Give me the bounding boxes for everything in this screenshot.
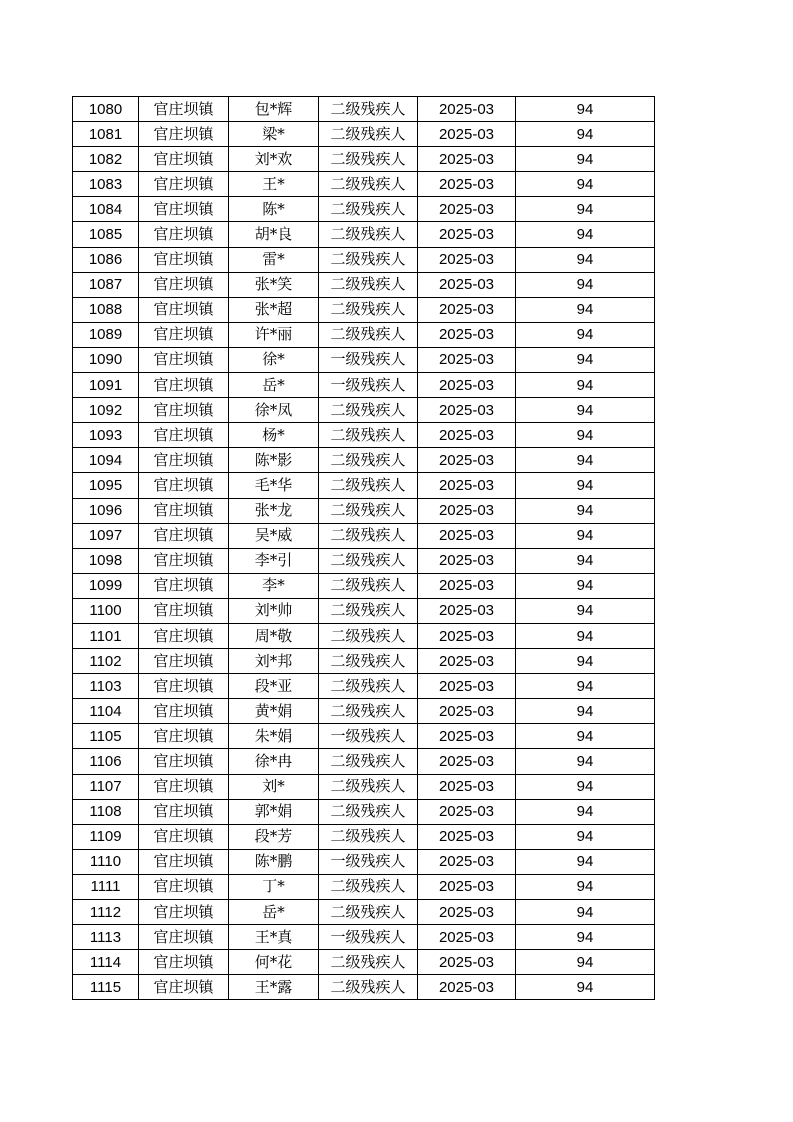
- table-row: [73, 623, 655, 648]
- disability-level-cell: 一级残疾人: [319, 925, 418, 950]
- name-cell: 吴*威: [229, 523, 319, 548]
- row-id-cell: 1088: [73, 297, 139, 322]
- name-cell: 段*亚: [229, 674, 319, 699]
- disability-level-cell: 一级残疾人: [319, 849, 418, 874]
- month-cell: 2025-03: [418, 548, 516, 573]
- name-cell: 郭*娟: [229, 799, 319, 824]
- town-cell: 官庄坝镇: [139, 950, 229, 975]
- town-cell: 官庄坝镇: [139, 523, 229, 548]
- month-cell: 2025-03: [418, 874, 516, 899]
- month-cell: 2025-03: [418, 373, 516, 398]
- town-cell: 官庄坝镇: [139, 849, 229, 874]
- amount-cell: 94: [516, 874, 655, 899]
- disability-level-cell: 二级残疾人: [319, 398, 418, 423]
- month-cell: 2025-03: [418, 925, 516, 950]
- month-cell: 2025-03: [418, 147, 516, 172]
- disability-level-cell: 二级残疾人: [319, 247, 418, 272]
- month-cell: 2025-03: [418, 97, 516, 122]
- table-row: [73, 322, 655, 347]
- town-cell: 官庄坝镇: [139, 272, 229, 297]
- name-cell: 包*辉: [229, 97, 319, 122]
- disability-level-cell: 二级残疾人: [319, 147, 418, 172]
- table-row: [73, 874, 655, 899]
- month-cell: 2025-03: [418, 724, 516, 749]
- month-cell: 2025-03: [418, 799, 516, 824]
- name-cell: 刘*邦: [229, 649, 319, 674]
- name-cell: 杨*: [229, 423, 319, 448]
- amount-cell: 94: [516, 172, 655, 197]
- amount-cell: 94: [516, 598, 655, 623]
- name-cell: 段*芳: [229, 824, 319, 849]
- month-cell: 2025-03: [418, 222, 516, 247]
- table-row: [73, 247, 655, 272]
- amount-cell: 94: [516, 849, 655, 874]
- amount-cell: 94: [516, 473, 655, 498]
- town-cell: 官庄坝镇: [139, 347, 229, 372]
- town-cell: 官庄坝镇: [139, 548, 229, 573]
- table-row: [73, 272, 655, 297]
- name-cell: 张*龙: [229, 498, 319, 523]
- disability-level-cell: 二级残疾人: [319, 523, 418, 548]
- table-row: [73, 749, 655, 774]
- table-row: [73, 649, 655, 674]
- disability-level-cell: 二级残疾人: [319, 122, 418, 147]
- town-cell: 官庄坝镇: [139, 724, 229, 749]
- month-cell: 2025-03: [418, 573, 516, 598]
- amount-cell: 94: [516, 272, 655, 297]
- month-cell: 2025-03: [418, 122, 516, 147]
- disability-level-cell: 二级残疾人: [319, 674, 418, 699]
- amount-cell: 94: [516, 674, 655, 699]
- disability-level-cell: 二级残疾人: [319, 498, 418, 523]
- name-cell: 何*花: [229, 950, 319, 975]
- amount-cell: 94: [516, 448, 655, 473]
- row-id-cell: 1100: [73, 598, 139, 623]
- row-id-cell: 1097: [73, 523, 139, 548]
- town-cell: 官庄坝镇: [139, 749, 229, 774]
- amount-cell: 94: [516, 724, 655, 749]
- town-cell: 官庄坝镇: [139, 774, 229, 799]
- month-cell: 2025-03: [418, 824, 516, 849]
- disability-level-cell: 二级残疾人: [319, 548, 418, 573]
- month-cell: 2025-03: [418, 247, 516, 272]
- table-row: [73, 197, 655, 222]
- month-cell: 2025-03: [418, 498, 516, 523]
- disability-level-cell: 二级残疾人: [319, 197, 418, 222]
- row-id-cell: 1098: [73, 548, 139, 573]
- disability-level-cell: 二级残疾人: [319, 900, 418, 925]
- name-cell: 梁*: [229, 122, 319, 147]
- row-id-cell: 1107: [73, 774, 139, 799]
- name-cell: 刘*: [229, 774, 319, 799]
- table-row: [73, 598, 655, 623]
- month-cell: 2025-03: [418, 172, 516, 197]
- town-cell: 官庄坝镇: [139, 623, 229, 648]
- month-cell: 2025-03: [418, 347, 516, 372]
- town-cell: 官庄坝镇: [139, 222, 229, 247]
- row-id-cell: 1089: [73, 322, 139, 347]
- disability-level-cell: 二级残疾人: [319, 272, 418, 297]
- table-row: [73, 97, 655, 122]
- amount-cell: 94: [516, 97, 655, 122]
- disability-level-cell: 二级残疾人: [319, 97, 418, 122]
- row-id-cell: 1114: [73, 950, 139, 975]
- town-cell: 官庄坝镇: [139, 247, 229, 272]
- disability-level-cell: 二级残疾人: [319, 799, 418, 824]
- amount-cell: 94: [516, 649, 655, 674]
- month-cell: 2025-03: [418, 849, 516, 874]
- row-id-cell: 1094: [73, 448, 139, 473]
- month-cell: 2025-03: [418, 649, 516, 674]
- name-cell: 岳*: [229, 373, 319, 398]
- row-id-cell: 1080: [73, 97, 139, 122]
- month-cell: 2025-03: [418, 197, 516, 222]
- name-cell: 王*: [229, 172, 319, 197]
- table-row: [73, 774, 655, 799]
- row-id-cell: 1110: [73, 849, 139, 874]
- town-cell: 官庄坝镇: [139, 649, 229, 674]
- month-cell: 2025-03: [418, 749, 516, 774]
- name-cell: 毛*华: [229, 473, 319, 498]
- row-id-cell: 1103: [73, 674, 139, 699]
- name-cell: 胡*良: [229, 222, 319, 247]
- town-cell: 官庄坝镇: [139, 799, 229, 824]
- table-row: [73, 925, 655, 950]
- name-cell: 雷*: [229, 247, 319, 272]
- amount-cell: 94: [516, 749, 655, 774]
- month-cell: 2025-03: [418, 774, 516, 799]
- amount-cell: 94: [516, 548, 655, 573]
- row-id-cell: 1090: [73, 347, 139, 372]
- table-row: [73, 799, 655, 824]
- disability-level-cell: 二级残疾人: [319, 749, 418, 774]
- name-cell: 徐*凤: [229, 398, 319, 423]
- amount-cell: 94: [516, 222, 655, 247]
- name-cell: 刘*帅: [229, 598, 319, 623]
- row-id-cell: 1082: [73, 147, 139, 172]
- disability-level-cell: 二级残疾人: [319, 623, 418, 648]
- row-id-cell: 1113: [73, 925, 139, 950]
- row-id-cell: 1104: [73, 699, 139, 724]
- name-cell: 李*: [229, 573, 319, 598]
- name-cell: 李*引: [229, 548, 319, 573]
- town-cell: 官庄坝镇: [139, 473, 229, 498]
- amount-cell: 94: [516, 573, 655, 598]
- disability-level-cell: 二级残疾人: [319, 473, 418, 498]
- table-row: [73, 122, 655, 147]
- month-cell: 2025-03: [418, 423, 516, 448]
- amount-cell: 94: [516, 147, 655, 172]
- table-row: [73, 950, 655, 975]
- town-cell: 官庄坝镇: [139, 674, 229, 699]
- disability-level-cell: 二级残疾人: [319, 172, 418, 197]
- disability-level-cell: 一级残疾人: [319, 724, 418, 749]
- amount-cell: 94: [516, 373, 655, 398]
- table-row: [73, 523, 655, 548]
- row-id-cell: 1091: [73, 373, 139, 398]
- table-row: [73, 473, 655, 498]
- amount-cell: 94: [516, 975, 655, 1000]
- row-id-cell: 1095: [73, 473, 139, 498]
- town-cell: 官庄坝镇: [139, 598, 229, 623]
- name-cell: 陈*影: [229, 448, 319, 473]
- table-row: [73, 975, 655, 1000]
- row-id-cell: 1086: [73, 247, 139, 272]
- amount-cell: 94: [516, 799, 655, 824]
- town-cell: 官庄坝镇: [139, 699, 229, 724]
- name-cell: 徐*冉: [229, 749, 319, 774]
- table-row: [73, 147, 655, 172]
- row-id-cell: 1083: [73, 172, 139, 197]
- name-cell: 周*敬: [229, 623, 319, 648]
- month-cell: 2025-03: [418, 398, 516, 423]
- month-cell: 2025-03: [418, 523, 516, 548]
- disability-level-cell: 二级残疾人: [319, 950, 418, 975]
- town-cell: 官庄坝镇: [139, 97, 229, 122]
- table-row: [73, 423, 655, 448]
- town-cell: 官庄坝镇: [139, 900, 229, 925]
- row-id-cell: 1096: [73, 498, 139, 523]
- table-row: [73, 498, 655, 523]
- disability-level-cell: 二级残疾人: [319, 975, 418, 1000]
- row-id-cell: 1087: [73, 272, 139, 297]
- row-id-cell: 1115: [73, 975, 139, 1000]
- table-row: [73, 724, 655, 749]
- town-cell: 官庄坝镇: [139, 423, 229, 448]
- name-cell: 丁*: [229, 874, 319, 899]
- town-cell: 官庄坝镇: [139, 197, 229, 222]
- table-row: [73, 448, 655, 473]
- month-cell: 2025-03: [418, 674, 516, 699]
- town-cell: 官庄坝镇: [139, 297, 229, 322]
- disability-level-cell: 二级残疾人: [319, 874, 418, 899]
- name-cell: 黄*娟: [229, 699, 319, 724]
- name-cell: 刘*欢: [229, 147, 319, 172]
- amount-cell: 94: [516, 824, 655, 849]
- disability-level-cell: 二级残疾人: [319, 774, 418, 799]
- name-cell: 徐*: [229, 347, 319, 372]
- month-cell: 2025-03: [418, 598, 516, 623]
- amount-cell: 94: [516, 925, 655, 950]
- row-id-cell: 1085: [73, 222, 139, 247]
- town-cell: 官庄坝镇: [139, 874, 229, 899]
- table-row: [73, 548, 655, 573]
- disability-level-cell: 二级残疾人: [319, 649, 418, 674]
- disability-level-cell: 二级残疾人: [319, 699, 418, 724]
- month-cell: 2025-03: [418, 473, 516, 498]
- table-row: [73, 849, 655, 874]
- subsidy-roster-table: [72, 96, 655, 1000]
- month-cell: 2025-03: [418, 297, 516, 322]
- name-cell: 张*超: [229, 297, 319, 322]
- row-id-cell: 1081: [73, 122, 139, 147]
- month-cell: 2025-03: [418, 272, 516, 297]
- town-cell: 官庄坝镇: [139, 322, 229, 347]
- disability-level-cell: 二级残疾人: [319, 222, 418, 247]
- row-id-cell: 1108: [73, 799, 139, 824]
- name-cell: 王*真: [229, 925, 319, 950]
- row-id-cell: 1099: [73, 573, 139, 598]
- disability-level-cell: 二级残疾人: [319, 423, 418, 448]
- town-cell: 官庄坝镇: [139, 573, 229, 598]
- row-id-cell: 1106: [73, 749, 139, 774]
- table-row: [73, 824, 655, 849]
- town-cell: 官庄坝镇: [139, 147, 229, 172]
- disability-level-cell: 二级残疾人: [319, 322, 418, 347]
- row-id-cell: 1093: [73, 423, 139, 448]
- disability-level-cell: 一级残疾人: [319, 347, 418, 372]
- row-id-cell: 1101: [73, 623, 139, 648]
- amount-cell: 94: [516, 498, 655, 523]
- disability-level-cell: 二级残疾人: [319, 297, 418, 322]
- name-cell: 张*笑: [229, 272, 319, 297]
- table-row: [73, 347, 655, 372]
- table-row: [73, 674, 655, 699]
- town-cell: 官庄坝镇: [139, 975, 229, 1000]
- amount-cell: 94: [516, 523, 655, 548]
- amount-cell: 94: [516, 623, 655, 648]
- table-row: [73, 699, 655, 724]
- month-cell: 2025-03: [418, 900, 516, 925]
- town-cell: 官庄坝镇: [139, 122, 229, 147]
- amount-cell: 94: [516, 423, 655, 448]
- table-row: [73, 297, 655, 322]
- table-row: [73, 573, 655, 598]
- table-row: [73, 398, 655, 423]
- amount-cell: 94: [516, 122, 655, 147]
- disability-level-cell: 二级残疾人: [319, 448, 418, 473]
- amount-cell: 94: [516, 347, 655, 372]
- name-cell: 岳*: [229, 900, 319, 925]
- row-id-cell: 1112: [73, 900, 139, 925]
- month-cell: 2025-03: [418, 448, 516, 473]
- row-id-cell: 1105: [73, 724, 139, 749]
- name-cell: 许*丽: [229, 322, 319, 347]
- row-id-cell: 1092: [73, 398, 139, 423]
- month-cell: 2025-03: [418, 699, 516, 724]
- name-cell: 朱*娟: [229, 724, 319, 749]
- row-id-cell: 1109: [73, 824, 139, 849]
- amount-cell: 94: [516, 699, 655, 724]
- name-cell: 陈*鹏: [229, 849, 319, 874]
- town-cell: 官庄坝镇: [139, 925, 229, 950]
- row-id-cell: 1111: [73, 874, 139, 899]
- town-cell: 官庄坝镇: [139, 824, 229, 849]
- disability-level-cell: 二级残疾人: [319, 573, 418, 598]
- table-row: [73, 900, 655, 925]
- town-cell: 官庄坝镇: [139, 448, 229, 473]
- amount-cell: 94: [516, 197, 655, 222]
- roster-body: [73, 97, 655, 1000]
- row-id-cell: 1084: [73, 197, 139, 222]
- name-cell: 陈*: [229, 197, 319, 222]
- town-cell: 官庄坝镇: [139, 398, 229, 423]
- table-row: [73, 172, 655, 197]
- month-cell: 2025-03: [418, 623, 516, 648]
- amount-cell: 94: [516, 774, 655, 799]
- amount-cell: 94: [516, 398, 655, 423]
- amount-cell: 94: [516, 900, 655, 925]
- disability-level-cell: 二级残疾人: [319, 598, 418, 623]
- town-cell: 官庄坝镇: [139, 172, 229, 197]
- amount-cell: 94: [516, 322, 655, 347]
- town-cell: 官庄坝镇: [139, 373, 229, 398]
- row-id-cell: 1102: [73, 649, 139, 674]
- amount-cell: 94: [516, 950, 655, 975]
- disability-level-cell: 一级残疾人: [319, 373, 418, 398]
- month-cell: 2025-03: [418, 975, 516, 1000]
- amount-cell: 94: [516, 297, 655, 322]
- table-row: [73, 373, 655, 398]
- month-cell: 2025-03: [418, 322, 516, 347]
- disability-level-cell: 二级残疾人: [319, 824, 418, 849]
- name-cell: 王*露: [229, 975, 319, 1000]
- month-cell: 2025-03: [418, 950, 516, 975]
- amount-cell: 94: [516, 247, 655, 272]
- town-cell: 官庄坝镇: [139, 498, 229, 523]
- table-row: [73, 222, 655, 247]
